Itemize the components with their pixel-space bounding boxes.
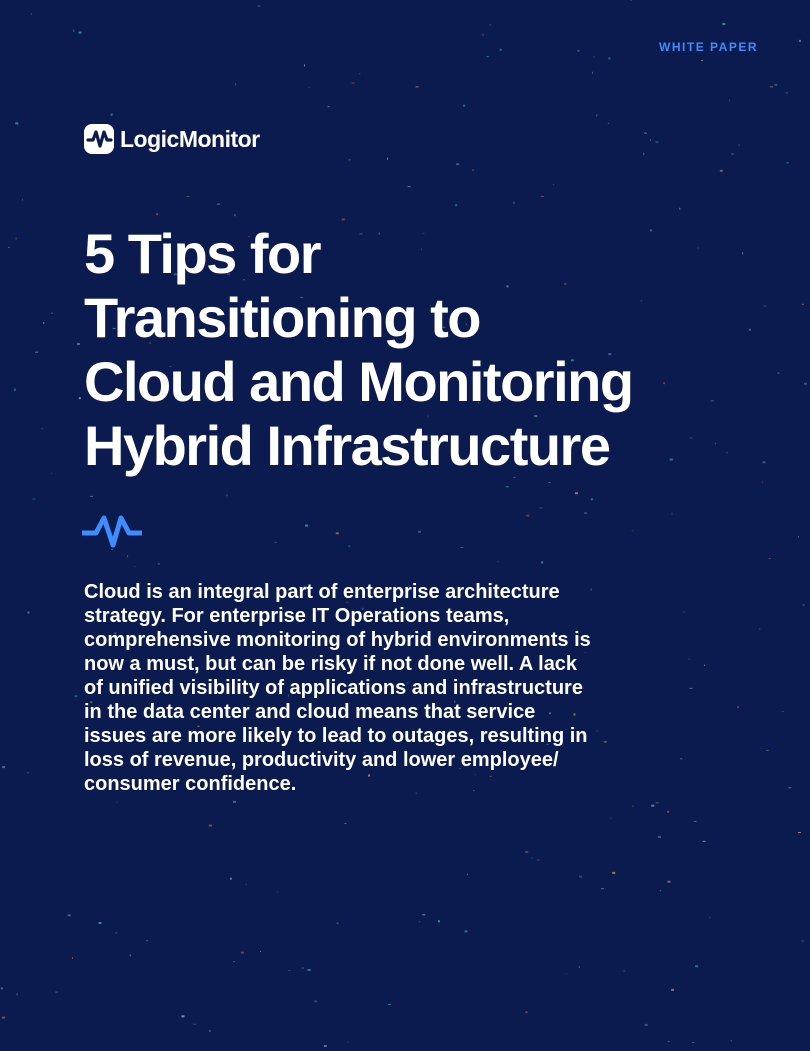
speckle-dot — [694, 821, 697, 822]
speckle-dot — [766, 750, 769, 751]
speckle-dot — [308, 969, 311, 971]
speckle-dot — [592, 72, 593, 74]
speckle-dot — [182, 1015, 185, 1017]
speckle-dot — [68, 914, 71, 916]
speckle-dot — [117, 802, 118, 803]
speckle-dot — [467, 874, 468, 875]
speckle-dot — [72, 957, 73, 959]
speckle-dot — [804, 383, 807, 385]
speckle-dot — [506, 486, 509, 487]
summary-line: issues are more likely to lead to outages, resulting in — [84, 725, 588, 747]
speckle-dot — [422, 914, 425, 915]
speckle-dot — [610, 818, 611, 819]
speckle-dot — [575, 492, 578, 494]
speckle-dot — [336, 532, 339, 534]
speckle-dot — [305, 525, 308, 527]
speckle-dot — [769, 558, 771, 559]
speckle-dot — [349, 159, 351, 160]
summary-line: consumer confidence. — [84, 773, 297, 795]
speckle-dot — [539, 507, 542, 508]
speckle-dot — [759, 628, 760, 629]
speckle-dot — [15, 122, 18, 124]
speckle-dot — [695, 965, 698, 967]
speckle-dot — [275, 542, 277, 543]
speckle-dot — [525, 851, 528, 853]
speckle-dot — [465, 930, 468, 932]
speckle-dot — [655, 141, 658, 143]
speckle-dot — [235, 83, 236, 85]
summary-line: of unified visibility of applications and infrastructure — [84, 677, 583, 699]
speckle-dot — [490, 24, 491, 25]
speckle-dot — [612, 872, 615, 874]
speckle-dot — [703, 841, 706, 842]
speckle-dot — [309, 87, 310, 88]
speckle-dot — [233, 961, 235, 962]
speckle-dot — [74, 695, 77, 697]
speckle-dot — [596, 114, 597, 116]
speckle-dot — [482, 34, 484, 36]
speckle-dot — [632, 530, 634, 531]
speckle-dot — [348, 545, 350, 547]
page-title — [84, 222, 774, 478]
speckle-dot — [55, 992, 58, 993]
speckle-dot — [720, 170, 723, 172]
speckle-dot — [658, 836, 661, 838]
summary-line: in the data center and cloud means that service — [84, 701, 536, 723]
speckle-dot — [513, 202, 515, 204]
speckle-dot — [632, 806, 634, 807]
speckle-dot — [342, 218, 345, 220]
speckle-dot — [134, 566, 135, 567]
speckle-dot — [35, 352, 38, 353]
summary-paragraph — [84, 580, 724, 796]
speckle-dot — [127, 555, 128, 557]
speckle-dot — [73, 30, 74, 32]
speckle-dot — [541, 561, 543, 563]
speckle-dot — [487, 56, 489, 57]
speckle-dot — [584, 512, 587, 514]
speckle-dot — [601, 888, 604, 889]
title-line: 5 Tips for — [84, 222, 321, 285]
speckle-dot — [672, 513, 673, 515]
speckle-dot — [408, 186, 411, 187]
speckle-dot — [8, 247, 10, 248]
speckle-dot — [233, 801, 236, 803]
speckle-dot — [472, 170, 474, 171]
summary-line: Cloud is an integral part of enterprise architecture — [84, 581, 560, 603]
speckle-dot — [456, 164, 459, 165]
speckle-dot — [156, 213, 158, 215]
speckle-dot — [28, 772, 29, 774]
speckle-dot — [788, 787, 791, 788]
title-line: Hybrid Infrastructure — [84, 414, 610, 477]
speckle-dot — [209, 825, 212, 827]
speckle-dot — [16, 238, 17, 240]
speckle-dot — [344, 823, 346, 824]
speckle-dot — [359, 73, 360, 74]
speckle-dot — [130, 954, 131, 956]
speckle-dot — [314, 1000, 317, 1002]
speckle-dot — [217, 204, 220, 205]
speckle-dot — [731, 1040, 732, 1041]
speckle-dot — [388, 1004, 391, 1005]
speckle-dot — [419, 921, 420, 922]
speckle-dot — [246, 884, 247, 885]
speckle-dot — [32, 499, 35, 500]
speckle-dot — [43, 322, 44, 324]
speckle-dot — [27, 612, 29, 614]
brand-name: LogicMonitor — [120, 125, 260, 152]
speckle-dot — [774, 84, 777, 86]
brand-logo — [84, 123, 260, 155]
speckle-dot — [260, 951, 261, 952]
speckle-dot — [77, 343, 80, 345]
speckle-dot — [778, 373, 780, 374]
speckle-dot — [17, 993, 18, 995]
speckle-dot — [799, 40, 801, 42]
speckle-dot — [90, 496, 93, 497]
doc-type-label: WHITE PAPER — [659, 40, 758, 54]
speckle-dot — [578, 50, 580, 52]
summary-line: comprehensive monitoring of hybrid environments is — [84, 629, 591, 651]
speckle-dot — [1, 987, 3, 989]
speckle-dot — [2, 1017, 5, 1019]
speckle-dot — [347, 1042, 348, 1043]
speckle-dot — [762, 482, 763, 483]
speckle-dot — [608, 58, 610, 60]
speckle-dot — [656, 802, 659, 803]
speckle-dot — [594, 56, 595, 58]
speckle-dot — [644, 133, 647, 134]
speckle-dot — [257, 6, 260, 7]
speckle-dot — [2, 766, 5, 768]
speckle-dot — [51, 313, 53, 314]
speckle-dot — [671, 989, 674, 991]
speckle-dot — [324, 1045, 327, 1047]
speckle-dot — [526, 515, 529, 517]
speckle-dot — [51, 473, 52, 474]
speckle-dot — [111, 114, 113, 116]
speckle-dot — [660, 890, 661, 891]
speckle-dot — [798, 832, 801, 833]
speckle-dot — [802, 940, 804, 942]
speckle-dot — [418, 531, 421, 533]
speckle-dot — [31, 13, 32, 14]
speckle-dot — [553, 184, 554, 185]
speckle-dot — [651, 805, 654, 807]
speckle-dot — [624, 971, 625, 972]
speckle-dot — [579, 876, 582, 878]
speckle-dot — [209, 1030, 211, 1032]
speckle-dot — [731, 154, 734, 155]
speckle-dot — [500, 49, 502, 51]
speckle-dot — [650, 139, 651, 141]
speckle-dot — [497, 561, 498, 562]
speckle-dot — [667, 811, 669, 813]
speckle-dot — [463, 105, 465, 107]
speckle-dot — [79, 397, 81, 399]
speckle-dot — [549, 482, 551, 483]
speckle-dot — [739, 144, 740, 146]
speckle-dot — [288, 970, 290, 971]
speckle-dot — [761, 748, 762, 749]
speckle-dot — [158, 563, 160, 565]
title-line: Cloud and Monitoring — [84, 350, 633, 413]
speckle-dot — [241, 952, 244, 954]
speckle-dot — [115, 933, 117, 934]
speckle-dot — [722, 23, 725, 25]
speckle-dot — [537, 860, 540, 861]
speckle-dot — [186, 196, 189, 197]
speckle-dot — [643, 153, 644, 155]
speckle-dot — [786, 92, 788, 93]
speckle-dot — [566, 973, 567, 974]
summary-line: strategy. For enterprise IT Operations teams, — [84, 605, 510, 627]
speckle-dot — [146, 940, 148, 941]
speckle-dot — [226, 494, 228, 496]
speckle-dot — [234, 214, 236, 216]
speckle-dot — [99, 922, 102, 924]
logicmonitor-logo-icon — [84, 123, 116, 155]
speckle-dot — [328, 106, 330, 107]
speckle-dot — [802, 304, 804, 305]
speckle-dot — [668, 1041, 670, 1042]
title-line: Transitioning to — [84, 286, 480, 349]
speckle-dot — [782, 711, 784, 712]
summary-line: now a must, but can be risky if not done well. A lack — [84, 653, 578, 675]
speckle-dot — [460, 547, 463, 548]
speckle-dot — [438, 920, 440, 922]
speckle-dot — [14, 389, 16, 391]
speckle-dot — [701, 60, 703, 61]
speckle-dot — [22, 199, 23, 201]
speckle-dot — [541, 196, 544, 197]
speckle-dot — [645, 1024, 648, 1026]
speckle-dot — [352, 83, 355, 84]
speckle-dot — [729, 100, 730, 102]
summary-line: loss of revenue, productivity and lower employee/ — [84, 749, 559, 771]
speckle-dot — [230, 878, 232, 880]
speckle-dot — [579, 966, 580, 968]
speckle-dot — [193, 1024, 196, 1025]
speckle-dot — [416, 86, 419, 87]
speckle-dot — [786, 162, 789, 163]
speckle-dot — [277, 891, 279, 892]
speckle-dot — [42, 428, 43, 429]
speckle-dot — [455, 204, 457, 206]
speckle-dot — [608, 123, 609, 124]
speckle-dot — [630, 0, 632, 1]
speckle-dot — [591, 498, 593, 500]
speckle-dot — [79, 32, 82, 34]
speckle-dot — [302, 967, 303, 969]
speckle-dot — [525, 1011, 527, 1013]
speckle-dot — [337, 923, 339, 924]
speckle-dot — [803, 604, 805, 606]
speckle-dot — [770, 86, 773, 87]
speckle-dot — [668, 881, 671, 883]
pulse-icon — [82, 512, 142, 550]
speckle-dot — [692, 1042, 694, 1043]
speckle-dot — [531, 858, 532, 859]
speckle-dot — [304, 64, 305, 66]
speckle-dot — [709, 917, 710, 918]
speckle-dot — [798, 536, 799, 537]
speckle-dot — [737, 706, 739, 708]
speckle-dot — [679, 208, 680, 210]
speckle-dot — [387, 158, 388, 160]
